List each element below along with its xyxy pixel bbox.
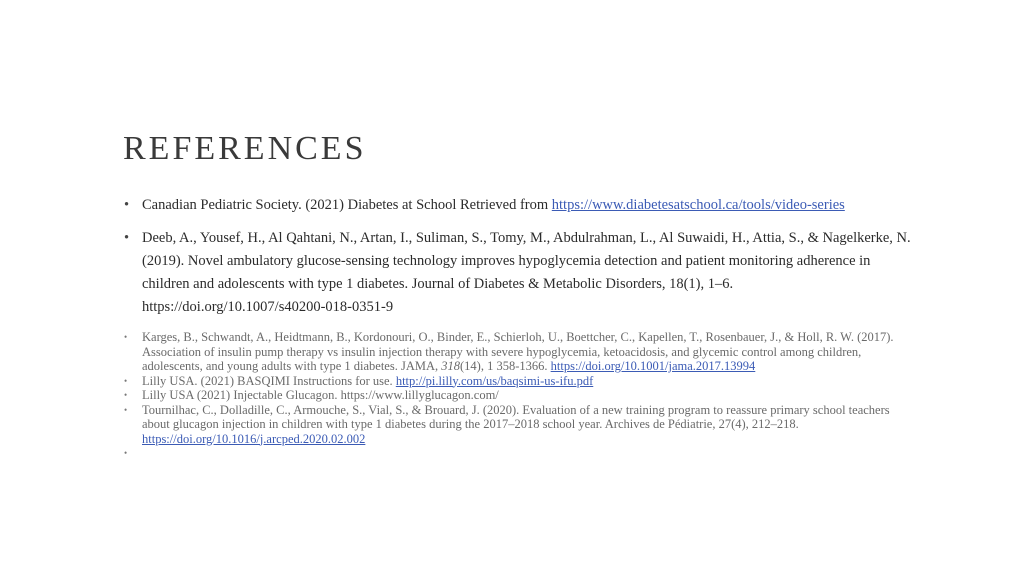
reference-text: (14), 1 358-1366. — [460, 359, 551, 373]
reference-item-lilly-baqsimi — [124, 374, 914, 389]
reference-item-cps — [124, 194, 914, 217]
reference-item-lilly-glucagon — [124, 388, 914, 403]
reference-link-baqsimi[interactable]: http://pi.lilly.com/us/baqsimi-us-ifu.pdf — [395, 373, 594, 388]
reference-item-karges — [124, 330, 914, 374]
reference-item-tournilhac — [124, 403, 914, 447]
reference-list-primary — [124, 194, 914, 329]
reference-link-arcped[interactable]: https://doi.org/10.1016/j.arcped.2020.02.002 — [142, 431, 366, 446]
reference-volume: 318 — [441, 359, 461, 373]
reference-text: Lilly USA (2021) Injectable Glucagon. https://www.lillyglucagon.com/ — [142, 388, 499, 402]
reference-text: Deeb, A., Yousef, H., Al Qahtani, N., Artan, I., Suliman, S., Tomy, M., Abdulrahman, L., Al Suwaidi, H., Attia, S., & Nagelkerke, N. (2019). Novel ambulatory glucose-sensing technology improves hypoglycemia detection and patient monitoring adherence in children and adolescents with type 1 diabetes. Journal of Diabetes & Metabolic Disorders, 18(1), 1–6. https://doi.org/10.1007/s40200-018-0351-9 — [142, 230, 911, 315]
reference-link-jama[interactable]: https://doi.org/10.1001/jama.2017.13994 — [550, 359, 756, 373]
reference-text: Lilly USA. (2021) BASQIMI Instructions for use. — [142, 373, 396, 388]
reference-text: Canadian Pediatric Society. (2021) Diabetes at School Retrieved from — [142, 197, 552, 213]
reference-item-deeb — [124, 227, 914, 319]
reference-text: Karges, B., Schwandt, A., Heidtmann, B., Kordonouri, O., Binder, E., Schierloh, U., Boettcher, C., Kapellen, T., Rosenbauer, J., & Holl, R. W. (2017). Association of insulin pump therapy vs insulin injection therapy with severe hypoglycemia, ketoacidosis, and glycemic control among children, adolescents, and young adults with type 1 diabetes. JAMA, — [142, 330, 894, 373]
reference-link-diabetesatschool[interactable]: https://www.diabetesatschool.ca/tools/video-series — [551, 197, 845, 213]
reference-item-empty — [124, 446, 914, 461]
reference-text: Tournilhac, C., Dolladille, C., Armouche, S., Vial, S., & Brouard, J. (2020). Evaluation of a new training program to reassure primary school teachers about glucagon injection in children with type 1 diabetes during the 2017–2018 school year. Archives de Pédiatrie, 27(4), 212–218. — [142, 402, 890, 431]
slide-title: REFERENCES — [123, 130, 367, 167]
reference-list-secondary — [124, 330, 914, 461]
